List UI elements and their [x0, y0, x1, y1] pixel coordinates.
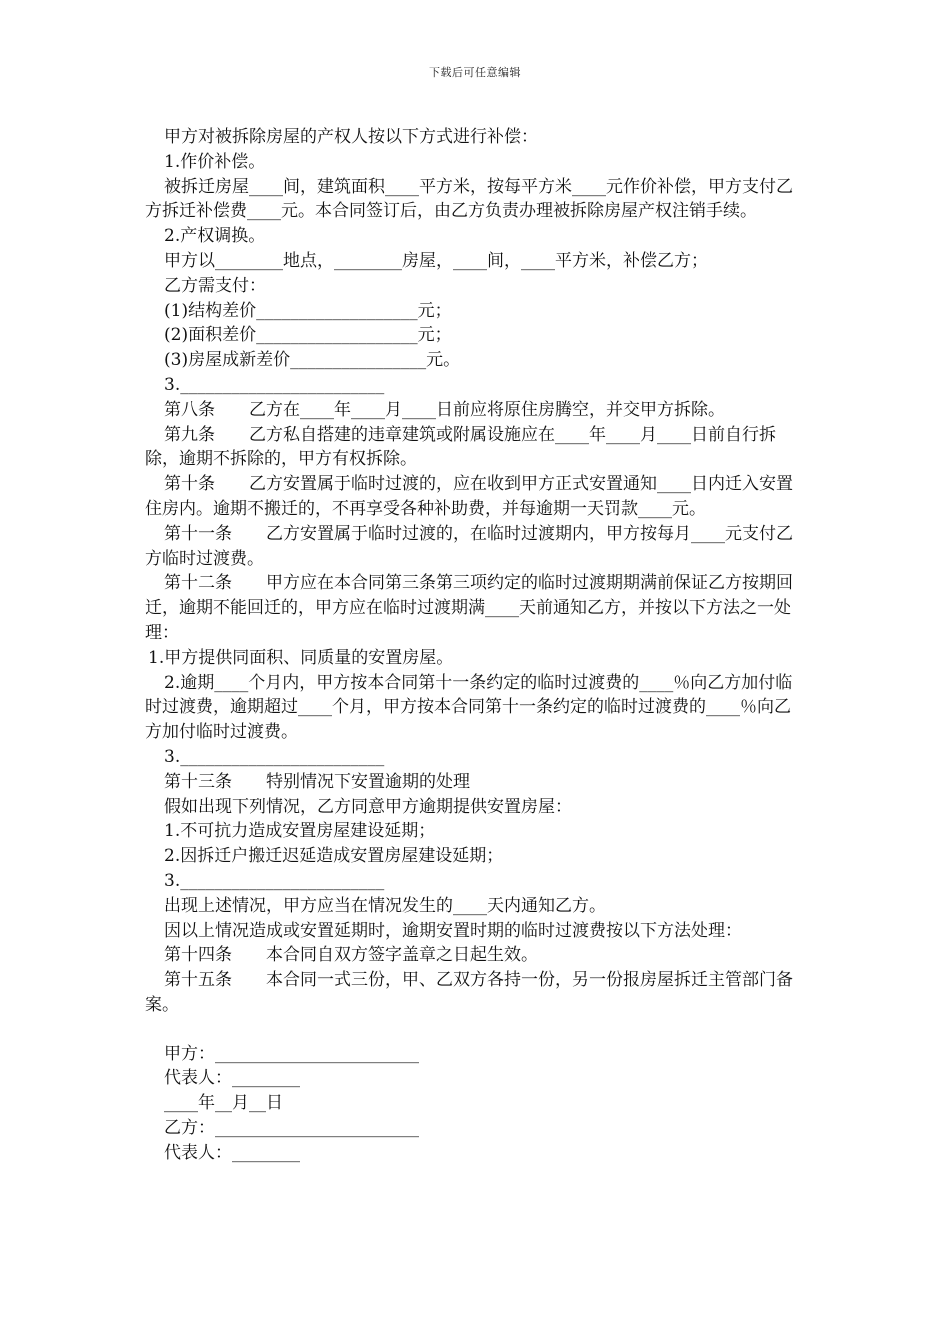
article-11: 第十一条 乙方安置属于临时过渡的，在临时过渡期内，甲方按每月____元支付乙方临时过渡费。 — [145, 523, 793, 569]
list-item: 2.逾期____个月内，甲方按本合同第十一条约定的临时过渡费的____％向乙方加付临时过渡费，逾期超过____个月，甲方按本合同第十一条约定的临时过渡费的____％向乙方加付临时过渡费。 — [145, 672, 793, 743]
list-item: (3)房屋成新差价________________元。 — [164, 350, 461, 371]
spacer — [145, 1018, 805, 1042]
list-item: 3.________________________ — [164, 746, 385, 767]
section-heading: 2.产权调换。 — [164, 226, 266, 247]
list-item: 1.不可抗力造成安置房屋建设延期； — [164, 821, 436, 842]
intro-line: 甲方对被拆除房屋的产权人按以下方式进行补偿： — [164, 127, 538, 147]
paragraph: 因以上情况造成或安置延期时，逾期安置时期的临时过渡费按以下方法处理： — [164, 920, 742, 941]
list-item: 3.________________________ — [164, 870, 385, 891]
signing-date: ____年__月__日 — [164, 1093, 283, 1114]
page-header: 下载后可任意编辑 — [429, 66, 521, 79]
article-9: 第九条 乙方私自搭建的违章建筑或附属设施应在____年____月____日前自行拆除，逾期不拆除的，甲方有权拆除。 — [145, 424, 776, 470]
party-b-representative: 代表人：________ — [164, 1142, 300, 1163]
party-a-representative: 代表人：________ — [164, 1068, 300, 1089]
article-14: 第十四条 本合同自双方签字盖章之日起生效。 — [164, 945, 538, 966]
document-body — [145, 125, 805, 1166]
party-a-signature: 甲方：________________________ — [164, 1043, 419, 1064]
paragraph: 出现上述情况，甲方应当在情况发生的____天内通知乙方。 — [164, 895, 606, 916]
list-item: (1)结构差价___________________元； — [164, 300, 452, 321]
paragraph: 被拆迁房屋____间，建筑面积____平方米，按每平方米____元作价补偿，甲方支付乙方拆迁补偿费____元。本合同签订后，由乙方负责办理被拆除房屋产权注销手续。 — [145, 176, 793, 222]
paragraph: 乙方需支付： — [164, 275, 266, 296]
party-b-signature: 乙方：________________________ — [164, 1118, 419, 1139]
paragraph: 甲方以________地点，________房屋，____间，____平方米，补偿乙方； — [164, 250, 708, 271]
article-10: 第十条 乙方安置属于临时过渡的，应在收到甲方正式安置通知____日内迁入安置住房内。逾期不搬迁的，不再享受各种补助费，并每逾期一天罚款____元。 — [145, 474, 793, 519]
list-item: 1.甲方提供同面积、同质量的安置房屋。 — [148, 647, 454, 668]
list-item: (2)面积差价___________________元； — [164, 325, 452, 346]
list-item: 3.________________________ — [164, 374, 385, 395]
article-8: 第八条 乙方在____年____月____日前应将原住房腾空，并交甲方拆除。 — [164, 399, 725, 420]
article-15: 第十五条 本合同一式三份，甲、乙双方各持一份，另一份报房屋拆迁主管部门备案。 — [145, 970, 793, 1015]
list-item: 2.因拆迁户搬迁迟延造成安置房屋建设延期； — [164, 846, 504, 867]
article-13: 第十三条 特别情况下安置逾期的处理 — [164, 771, 470, 792]
article-12: 第十二条 甲方应在本合同第三条第三项约定的临时过渡期期满前保证乙方按期回迁，逾期不能回迁的，甲方应在临时过渡期满____天前通知乙方，并按以下方法之一处理： — [145, 573, 793, 643]
section-heading: 1.作价补偿。 — [164, 151, 266, 172]
paragraph: 假如出现下列情况，乙方同意甲方逾期提供安置房屋： — [164, 796, 572, 817]
